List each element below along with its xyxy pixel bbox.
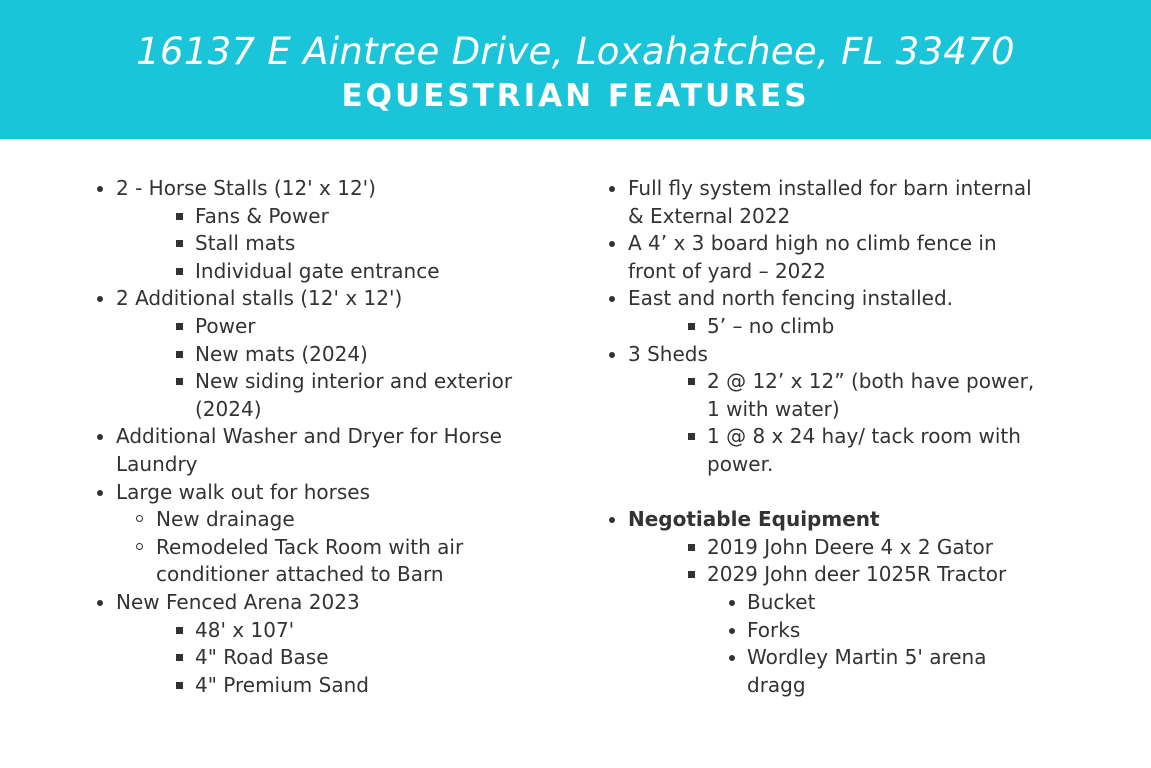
feature-list-item [93, 230, 513, 258]
feature-text: 2 - Horse Stalls (12' x 12') [116, 176, 376, 200]
feature-list-item [605, 423, 1045, 478]
bullet-square-icon [176, 378, 183, 385]
feature-list-item [93, 423, 513, 478]
feature-text: New Fenced Arena 2023 [116, 589, 360, 614]
bullet-dot-icon [609, 352, 615, 358]
feature-list-item [605, 617, 1045, 645]
property-address: 16137 E Aintree Drive, Loxahatchee, FL 33470 [136, 30, 1015, 73]
bullet-square-icon [688, 433, 695, 440]
left-feature-list [93, 175, 513, 699]
bullet-circle-icon [136, 543, 143, 550]
bullet-square-icon [688, 544, 695, 551]
bullet-square-icon [176, 654, 183, 661]
bullet-circle-icon [136, 515, 143, 522]
feature-list-item [93, 506, 513, 534]
feature-list-item [93, 617, 513, 645]
feature-list-item [605, 368, 1045, 423]
feature-text: Stall mats [195, 231, 296, 256]
bullet-square-icon [176, 323, 183, 330]
feature-text: 4" Premium Sand [195, 672, 369, 697]
feature-list-item [93, 341, 513, 369]
feature-text: Fans & Power [195, 203, 329, 228]
feature-list-item [93, 672, 513, 700]
feature-list-item [93, 203, 513, 231]
feature-text: A 4’ x 3 board high no climb fence in front of yard – 2022 [628, 231, 997, 283]
bullet-dot-icon [97, 296, 103, 302]
bullet-dot-icon [97, 490, 103, 496]
feature-text: Bucket [747, 589, 816, 614]
bullet-dot-icon [729, 600, 735, 606]
feature-text: Power [195, 313, 256, 338]
feature-text: 3 Sheds [628, 341, 708, 366]
feature-list-item [93, 368, 513, 423]
section-title: EQUESTRIAN FEATURES [341, 78, 810, 114]
feature-list-item [93, 258, 513, 286]
bullet-square-icon [688, 323, 695, 330]
feature-list-item [605, 589, 1045, 617]
feature-text: 2 Additional stalls (12' x 12') [116, 286, 403, 311]
feature-text: Negotiable Equipment [628, 507, 880, 532]
bullet-dot-icon [729, 655, 735, 661]
feature-list-item [605, 561, 1045, 589]
feature-text: Additional Washer and Dryer for Horse Laundry [116, 424, 502, 476]
feature-list-item [605, 285, 1045, 313]
feature-list-item [605, 644, 1045, 699]
list-spacer [605, 479, 1045, 507]
bullet-square-icon [176, 627, 183, 634]
feature-text: 2029 John deer 1025R Tractor [707, 562, 1007, 587]
feature-list-item [605, 230, 1045, 285]
feature-list-item [93, 534, 513, 589]
bullet-dot-icon [97, 186, 103, 192]
bullet-dot-icon [97, 434, 103, 440]
feature-text: Wordley Martin 5' arena dragg [747, 645, 987, 697]
feature-text: 1 @ 8 x 24 hay/ tack room with power. [707, 424, 1021, 476]
feature-list-item [605, 534, 1045, 562]
bullet-dot-icon [609, 517, 615, 523]
bullet-dot-icon [609, 241, 615, 247]
feature-text: 2 @ 12’ x 12” (both have power, 1 with water) [707, 369, 1035, 421]
header-banner [0, 0, 1151, 139]
bullet-square-icon [176, 213, 183, 220]
bullet-square-icon [688, 378, 695, 385]
feature-text: 4" Road Base [195, 645, 329, 670]
bullet-square-icon [688, 571, 695, 578]
right-feature-list [605, 175, 1045, 699]
bullet-dot-icon [609, 296, 615, 302]
bullet-square-icon [176, 240, 183, 247]
feature-list-item [605, 506, 1045, 534]
bullet-dot-icon [97, 600, 103, 606]
feature-list-item [93, 644, 513, 672]
feature-text: East and north fencing installed. [628, 286, 954, 311]
feature-text: 5’ – no climb [707, 313, 835, 338]
feature-text: Remodeled Tack Room with air conditioner attached to Barn [156, 534, 464, 587]
feature-text: Full fly system installed for barn internal & External 2022 [628, 176, 1032, 228]
bullet-dot-icon [729, 628, 735, 634]
feature-list-item [93, 589, 513, 617]
feature-text: Individual gate entrance [195, 258, 440, 283]
feature-text: Large walk out for horses [116, 479, 370, 504]
feature-text: New drainage [156, 507, 295, 532]
feature-list-item [93, 285, 513, 313]
feature-list-item [605, 341, 1045, 369]
bullet-dot-icon [609, 186, 615, 192]
feature-list-item [605, 175, 1045, 230]
bullet-square-icon [176, 268, 183, 275]
bullet-square-icon [176, 682, 183, 689]
feature-text: New siding interior and exterior (2024) [195, 369, 513, 421]
feature-text: New mats (2024) [195, 341, 368, 366]
feature-list-item [93, 175, 513, 203]
bullet-square-icon [176, 351, 183, 358]
feature-text: 48' x 107' [195, 617, 295, 642]
feature-list-item [93, 313, 513, 341]
feature-list-item [93, 479, 513, 507]
feature-text: 2019 John Deere 4 x 2 Gator [707, 534, 993, 559]
feature-list-item [605, 313, 1045, 341]
feature-text: Forks [747, 617, 801, 642]
